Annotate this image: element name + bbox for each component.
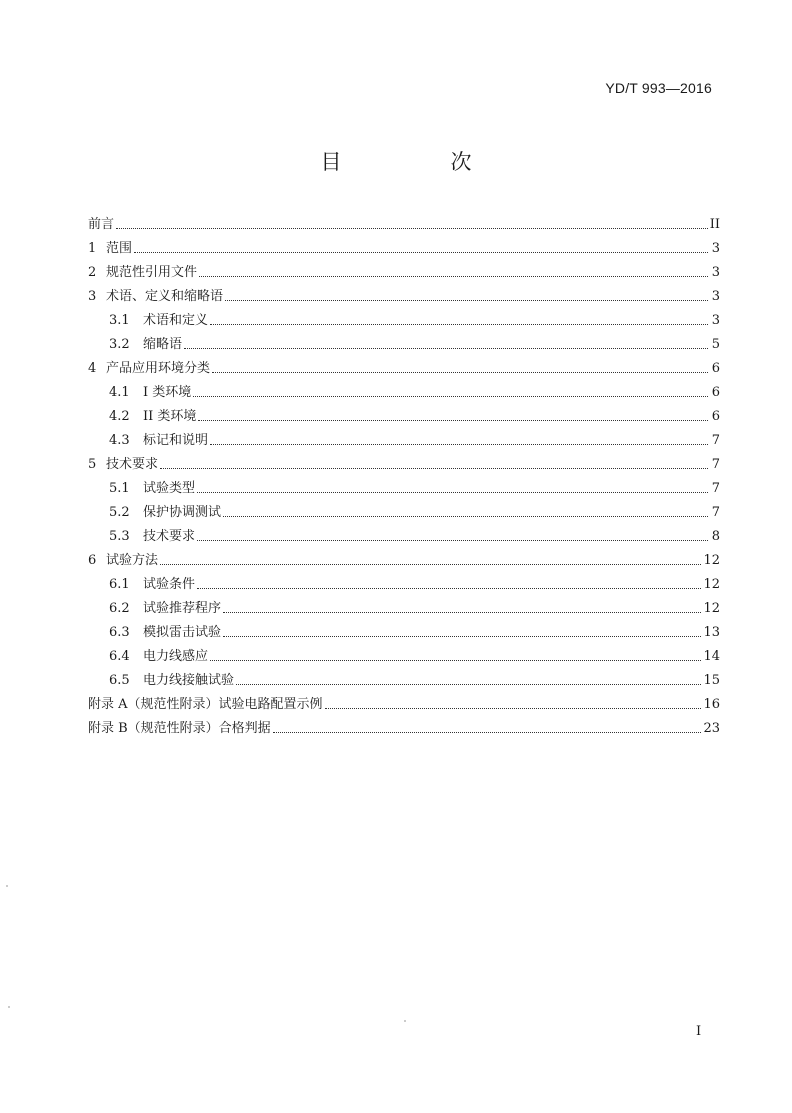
toc-entry-page: 6 <box>711 385 720 400</box>
toc-entry-number: 2 <box>88 265 97 280</box>
toc-entry-label: II 类环境 <box>143 409 197 424</box>
toc-entry-label: 术语、定义和缩略语 <box>106 289 224 304</box>
toc-entry-page: 12 <box>703 577 720 592</box>
toc-entry[interactable] <box>88 501 720 525</box>
toc-entry[interactable] <box>88 381 720 405</box>
toc-entry-page: 3 <box>711 313 720 328</box>
toc-entry-label: 电力线接触试验 <box>143 673 235 688</box>
dot-leader <box>212 371 708 373</box>
page-number: I <box>696 1024 702 1039</box>
toc-entry-label: 前言 <box>88 217 115 232</box>
toc-entry-number: 4.1 <box>109 385 130 400</box>
toc-entry-number: 3.1 <box>109 313 130 328</box>
dot-leader <box>273 731 702 733</box>
dot-leader <box>210 443 708 445</box>
toc-entry-label: 附录 B（规范性附录）合格判据 <box>88 721 271 736</box>
toc-entry-number: 6.2 <box>109 601 130 616</box>
toc-entry-label: 标记和说明 <box>143 433 209 448</box>
toc-entry-page: 3 <box>711 289 720 304</box>
dot-leader <box>198 419 708 421</box>
toc-entry-label: 附录 A（规范性附录）试验电路配置示例 <box>88 697 323 712</box>
toc-entry[interactable] <box>88 213 720 237</box>
toc-entry-label: 电力线感应 <box>143 649 209 664</box>
toc-entry[interactable] <box>88 525 720 549</box>
toc-entry-page: 13 <box>703 625 720 640</box>
toc-entry-page: 8 <box>711 529 720 544</box>
toc-entry[interactable] <box>88 333 720 357</box>
toc-entry-page: 15 <box>703 673 720 688</box>
dot-leader <box>134 251 708 253</box>
dot-leader <box>197 539 708 541</box>
toc-entry-number: 6.1 <box>109 577 130 592</box>
toc-entry-label: I 类环境 <box>143 385 192 400</box>
toc-entry[interactable] <box>88 285 720 309</box>
toc-entry-number: 5 <box>88 457 97 472</box>
dot-leader <box>160 563 701 565</box>
toc-entry[interactable] <box>88 597 720 621</box>
toc-entry[interactable] <box>88 405 720 429</box>
toc-entry-page: 7 <box>711 457 720 472</box>
toc-entry[interactable] <box>88 453 720 477</box>
toc-entry-page: 3 <box>711 265 720 280</box>
table-of-contents <box>88 213 720 741</box>
toc-entry-number: 6 <box>88 553 97 568</box>
toc-entry-number: 6.3 <box>109 625 130 640</box>
toc-entry-label: 保护协调测试 <box>143 505 222 520</box>
toc-entry[interactable] <box>88 669 720 693</box>
toc-entry-number: 5.3 <box>109 529 130 544</box>
toc-entry-page: 5 <box>711 337 720 352</box>
toc-entry-number: 1 <box>88 241 97 256</box>
dot-leader <box>199 275 708 277</box>
toc-entry-label: 术语和定义 <box>143 313 209 328</box>
toc-entry-page: 12 <box>703 553 720 568</box>
toc-entry-label: 技术要求 <box>106 457 159 472</box>
scan-speck <box>404 1020 406 1022</box>
toc-entry-label: 试验方法 <box>106 553 159 568</box>
toc-entry-label: 技术要求 <box>143 529 196 544</box>
toc-entry-page: 14 <box>703 649 720 664</box>
toc-entry-page: 6 <box>711 361 720 376</box>
toc-entry[interactable] <box>88 357 720 381</box>
toc-entry-page: 7 <box>711 505 720 520</box>
toc-entry[interactable] <box>88 237 720 261</box>
toc-entry-page: 6 <box>711 409 720 424</box>
toc-entry-label: 模拟雷击试验 <box>143 625 222 640</box>
scan-speck <box>8 1006 10 1008</box>
dot-leader <box>116 227 708 229</box>
toc-entry[interactable] <box>88 621 720 645</box>
toc-entry[interactable] <box>88 309 720 333</box>
toc-entry-page: 3 <box>711 241 720 256</box>
toc-entry-number: 3 <box>88 289 97 304</box>
toc-entry[interactable] <box>88 693 720 717</box>
dot-leader <box>197 491 708 493</box>
toc-entry[interactable] <box>88 261 720 285</box>
toc-entry-label: 范围 <box>106 241 133 256</box>
toc-entry[interactable] <box>88 573 720 597</box>
toc-entry[interactable] <box>88 645 720 669</box>
dot-leader <box>236 683 701 685</box>
toc-entry-number: 4.3 <box>109 433 130 448</box>
toc-entry[interactable] <box>88 717 720 741</box>
dot-leader <box>223 515 708 517</box>
dot-leader <box>325 707 702 709</box>
document-code: YD/T 993—2016 <box>605 80 712 96</box>
toc-entry-page: 7 <box>711 433 720 448</box>
toc-entry-number: 5.1 <box>109 481 130 496</box>
toc-entry-number: 6.5 <box>109 673 130 688</box>
toc-entry-number: 3.2 <box>109 337 130 352</box>
toc-heading: 目 次 <box>320 150 516 174</box>
toc-entry[interactable] <box>88 429 720 453</box>
dot-leader <box>210 323 708 325</box>
toc-entry-page: 12 <box>703 601 720 616</box>
toc-entry-label: 规范性引用文件 <box>106 265 198 280</box>
toc-entry-page: 7 <box>711 481 720 496</box>
dot-leader <box>197 587 701 589</box>
toc-entry-page: II <box>709 217 720 232</box>
scan-speck <box>6 885 8 887</box>
toc-entry-label: 试验类型 <box>143 481 196 496</box>
toc-entry-label: 产品应用环境分类 <box>106 361 211 376</box>
toc-entry-page: 23 <box>703 721 720 736</box>
dot-leader <box>210 659 701 661</box>
toc-entry-number: 5.2 <box>109 505 130 520</box>
toc-entry-page: 16 <box>703 697 720 712</box>
toc-entry-label: 试验推荐程序 <box>143 601 222 616</box>
dot-leader <box>225 299 708 301</box>
toc-entry[interactable] <box>88 549 720 573</box>
toc-entry-label: 缩略语 <box>143 337 183 352</box>
dot-leader <box>223 611 701 613</box>
toc-entry-number: 6.4 <box>109 649 130 664</box>
dot-leader <box>184 347 708 349</box>
toc-entry-label: 试验条件 <box>143 577 196 592</box>
toc-entry-number: 4 <box>88 361 97 376</box>
dot-leader <box>223 635 701 637</box>
toc-entry-number: 4.2 <box>109 409 130 424</box>
dot-leader <box>160 467 708 469</box>
toc-entry[interactable] <box>88 477 720 501</box>
dot-leader <box>193 395 708 397</box>
